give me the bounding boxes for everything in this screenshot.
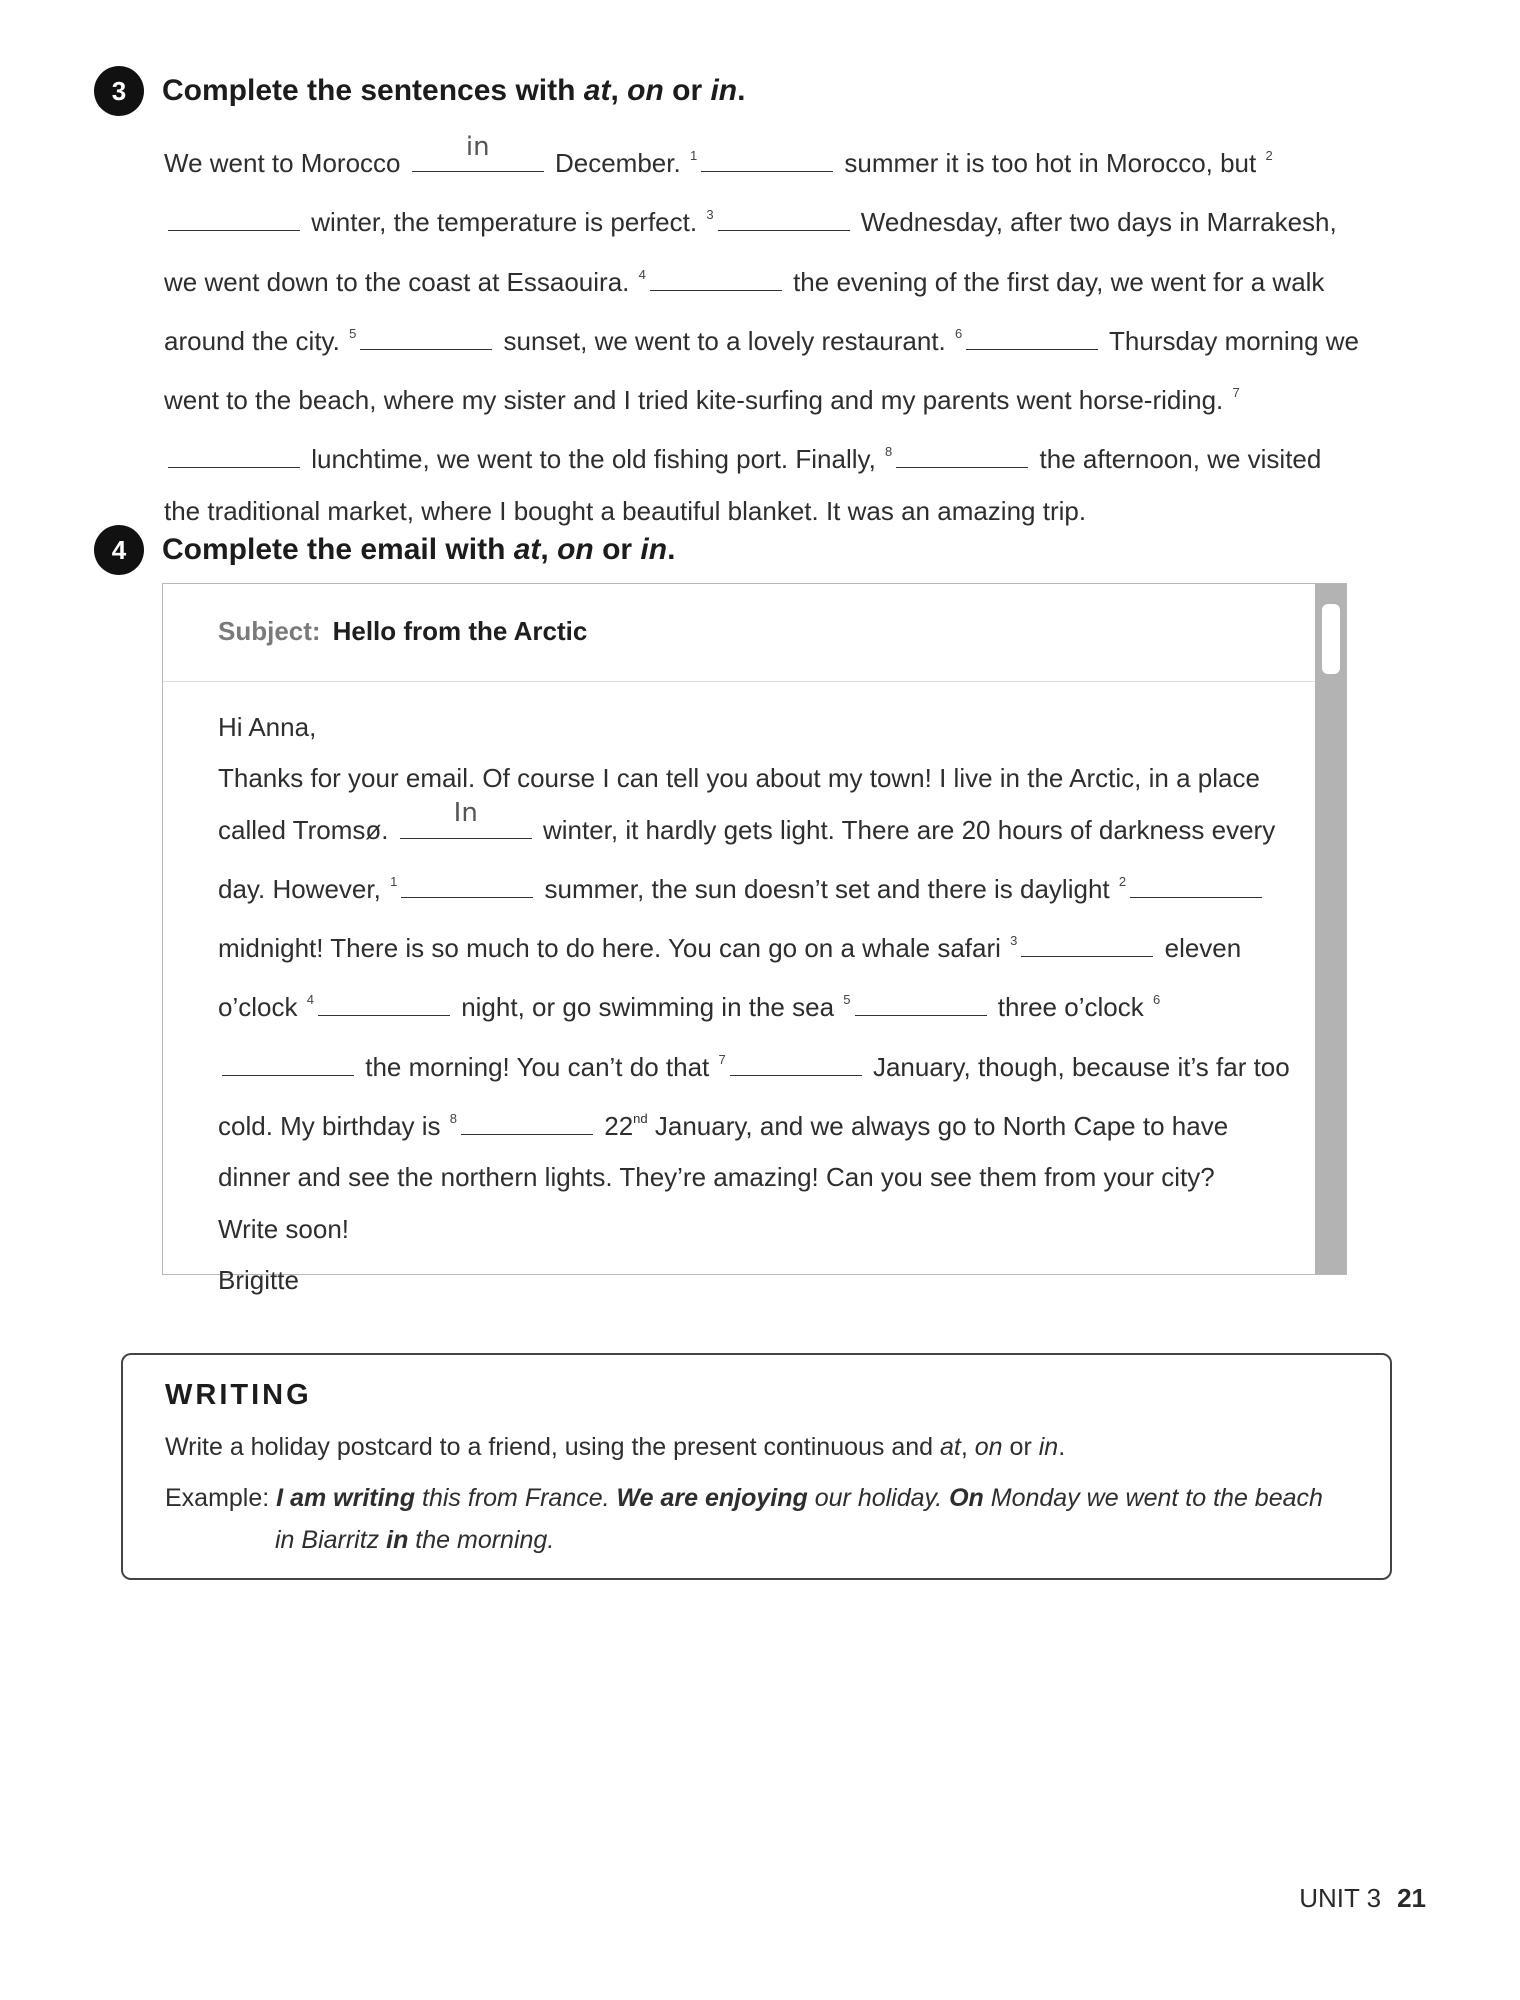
writing-box (121, 1353, 1392, 1580)
email-blank-2[interactable] (1130, 875, 1262, 898)
writing-instructions: Write a holiday postcard to a friend, using the present continuous and at, on or in. (165, 1433, 1066, 1461)
answer-blank-3[interactable] (718, 208, 850, 231)
email-scrollbar[interactable] (1315, 584, 1346, 1274)
email-blank-5[interactable] (855, 993, 987, 1016)
email-blank-8[interactable] (461, 1112, 593, 1135)
subject-label: Subject: (218, 616, 321, 646)
page-footer (1299, 1883, 1426, 1914)
answer-blank-example[interactable] (412, 131, 544, 172)
scrollbar-thumb[interactable] (1322, 604, 1340, 674)
exercise-3-text: We went to Morocco in December. $^1$ summer it is too hot in Morocco, but $^2$ winter, the temperature is perfect. $^3$ Wednesday, after two days in Marrakesh, we went down to the coast at Essaouira. $^4$ the evening of the first day, we went for a walk around the city. $^5$ sunset, we went to a lovely restaurant. $^6$ Thursday morning we went to the beach, where my sister and I tried kite-surfing and my parents went horse-riding. $^7$ lunchtime, we went to the old fishing port. Finally, $^8$ the afternoon, we visited the traditional market, where I bought a beautiful blanket. It was an amazing trip. (164, 130, 1364, 537)
email-signoff: Write soon! (218, 1213, 350, 1244)
email-blank-7[interactable] (730, 1053, 862, 1076)
answer-blank-5[interactable] (360, 327, 492, 350)
email-signature: Brigitte (218, 1264, 299, 1295)
exercise-3 (94, 66, 1384, 537)
exercise-number-badge: 4 (94, 525, 144, 575)
writing-example: Example: I am writing this from France. We are enjoying our holiday. On Monday we went to the beach in Biarritz in the morning. (165, 1484, 1323, 1554)
email-blank-6[interactable] (222, 1053, 354, 1076)
email-blank-4[interactable] (318, 993, 450, 1016)
exercise-3-header (94, 66, 1384, 116)
exercise-title: Complete the sentences with at, on or in. (162, 74, 746, 107)
email-window (162, 583, 1347, 1295)
answer-blank-1[interactable] (701, 149, 833, 172)
exercise-number-badge: 3 (94, 66, 144, 116)
page-number: 21 (1397, 1883, 1426, 1913)
exercise-title: Complete the email with at, on or in. (162, 533, 676, 566)
subject-value: Hello from the Arctic (332, 616, 588, 646)
email-greeting: Hi Anna, (218, 712, 317, 742)
answer-blank-2[interactable] (168, 208, 300, 231)
answer-blank-6[interactable] (966, 327, 1098, 350)
email-blank-example[interactable] (400, 798, 532, 839)
unit-label: UNIT 3 (1299, 1883, 1382, 1913)
answer-blank-8[interactable] (896, 445, 1028, 468)
email-body (218, 702, 1298, 1306)
answer-blank-7[interactable] (168, 445, 300, 468)
email-paragraph: Thanks for your email. Of course I can tell you about my town! I live in the Arctic, in a place called Tromsø. In winter, it hardly gets light. There are 20 hours of darkness every day. However, $^1$ summer, the sun doesn’t set and there is daylight $^2$ midnight! There is so much to do here. You can go on a whale safari $^3$ eleven o’clock $^4$ night, or go swimming in the sea $^5$ three o’clock $^6$ the morning! You can’t do that $^7$ January, though, because it’s far too cold. My birthday is $^8$ 22nd January, and we always go to North Cape to have dinner and see the northern lights. They’re amazing! Can you see them from your city? (218, 763, 1290, 1193)
email-subject-bar (163, 584, 1315, 682)
example-answer: In (453, 798, 478, 829)
exercise-4 (94, 525, 1384, 575)
email-subject (218, 616, 587, 647)
writing-title: WRITING (165, 1379, 312, 1411)
answer-blank-4[interactable] (650, 268, 782, 291)
email-blank-1[interactable] (401, 875, 533, 898)
example-label: Example: (165, 1484, 270, 1512)
example-answer: in (465, 131, 490, 162)
email-blank-3[interactable] (1021, 934, 1153, 957)
exercise-4-header (94, 525, 1384, 575)
